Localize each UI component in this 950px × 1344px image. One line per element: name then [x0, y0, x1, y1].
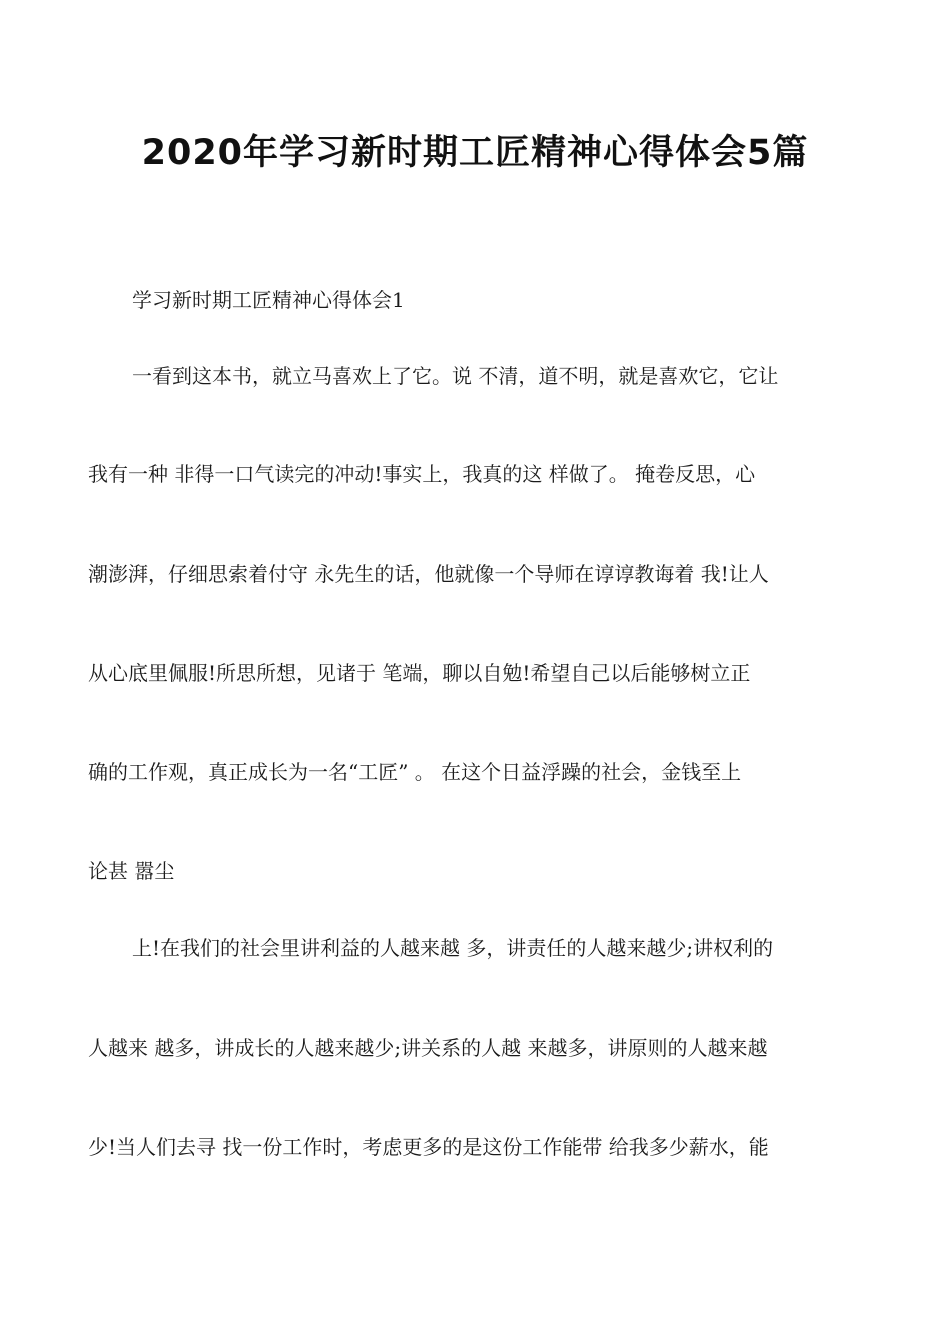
section-heading: 学习新时期工匠精神心得体会1: [132, 288, 405, 312]
paragraph-line: 潮澎湃，仔细思索着付守 永先生的话，他就像一个导师在谆谆教诲着 我!让人: [88, 562, 769, 586]
paragraph-line: 论甚 嚣尘: [88, 859, 175, 883]
paragraph-line: 一看到这本书，就立马喜欢上了它。说 不清，道不明，就是喜欢它，它让: [132, 364, 779, 388]
paragraph-line: 我有一种 非得一口气读完的冲动!事实上，我真的这 样做了。 掩卷反思，心: [88, 462, 756, 486]
paragraph-line: 人越来 越多，讲成长的人越来越少;讲关系的人越 来越多，讲原则的人越来越: [88, 1036, 768, 1060]
paragraph-line: 确的工作观，真正成长为一名“工匠” 。 在这个日益浮躁的社会，金钱至上: [88, 760, 742, 784]
document-title: 2020年学习新时期工匠精神心得体会5篇: [141, 133, 809, 173]
paragraph-line: 少!当人们去寻 找一份工作时，考虑更多的是这份工作能带 给我多少薪水，能: [88, 1135, 769, 1159]
paragraph-line: 从心底里佩服!所思所想，见诸于 笔端，聊以自勉!希望自己以后能够树立正: [88, 661, 751, 685]
paragraph-line: 上!在我们的社会里讲利益的人越来越 多，讲责任的人越来越少;讲权利的: [132, 936, 774, 960]
